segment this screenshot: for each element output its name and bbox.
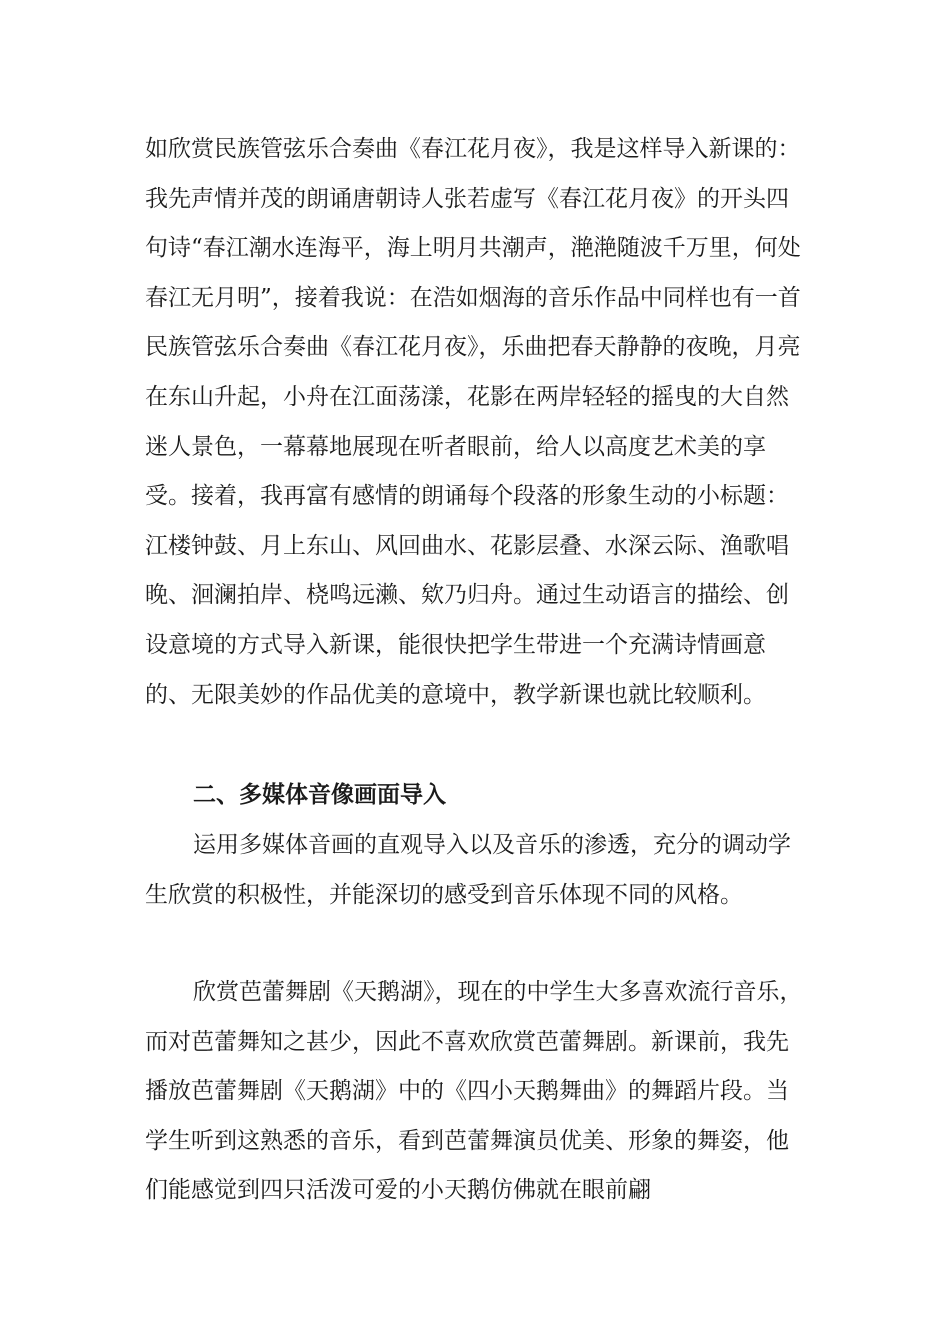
body-paragraph: 运用多媒体音画的直观导入以及音乐的渗透，充分的调动学生欣赏的积极性，并能深切的感受到音乐体现不同的风格。 xyxy=(145,832,791,908)
section-heading: 二、多媒体音像画面导入 xyxy=(193,782,446,808)
body-paragraph: 如欣赏民族管弦乐合奏曲《春江花月夜》，我是这样导入新课的：我先声情并茂的朗诵唐朝诗人张若虚写《春江花月夜》的开头四句诗“春江潮水连海平，海上明月共潮声，滟滟随波千万里，何处春江无月明”，接着我说：在浩如烟海的音乐作品中同样也有一首民族管弦乐合奏曲《春江花月夜》，乐曲把春天静静的夜晚，月亮在东山升起，小舟在江面荡漾，花影在两岸轻轻的摇曳的大自然迷人景色，一幕幕地展现在听者眼前，给人以高度艺术美的享受。接着，我再富有感情的朗诵每个段落的形象生动的小标题：江楼钟鼓、月上东山、风回曲水、花影层叠、水深云际、渔歌唱晚、洄澜拍岸、桡鸣远濑、欸乃归舟。通过生动语言的描绘、创设意境的方式导入新课，能很快把学生带进一个充满诗情画意的、无限美妙的作品优美的意境中，教学新课也就比较顺利。 xyxy=(145,136,801,708)
body-paragraph: 欣赏芭蕾舞剧《天鹅湖》，现在的中学生大多喜欢流行音乐，而对芭蕾舞知之甚少，因此不喜欢欣赏芭蕾舞剧。新课前，我先播放芭蕾舞剧《天鹅湖》中的《四小天鹅舞曲》的舞蹈片段。当学生听到这熟悉的音乐，看到芭蕾舞演员优美、形象的舞姿，他们能感觉到四只活泼可爱的小天鹅仿佛就在眼前翩 xyxy=(145,979,803,1204)
